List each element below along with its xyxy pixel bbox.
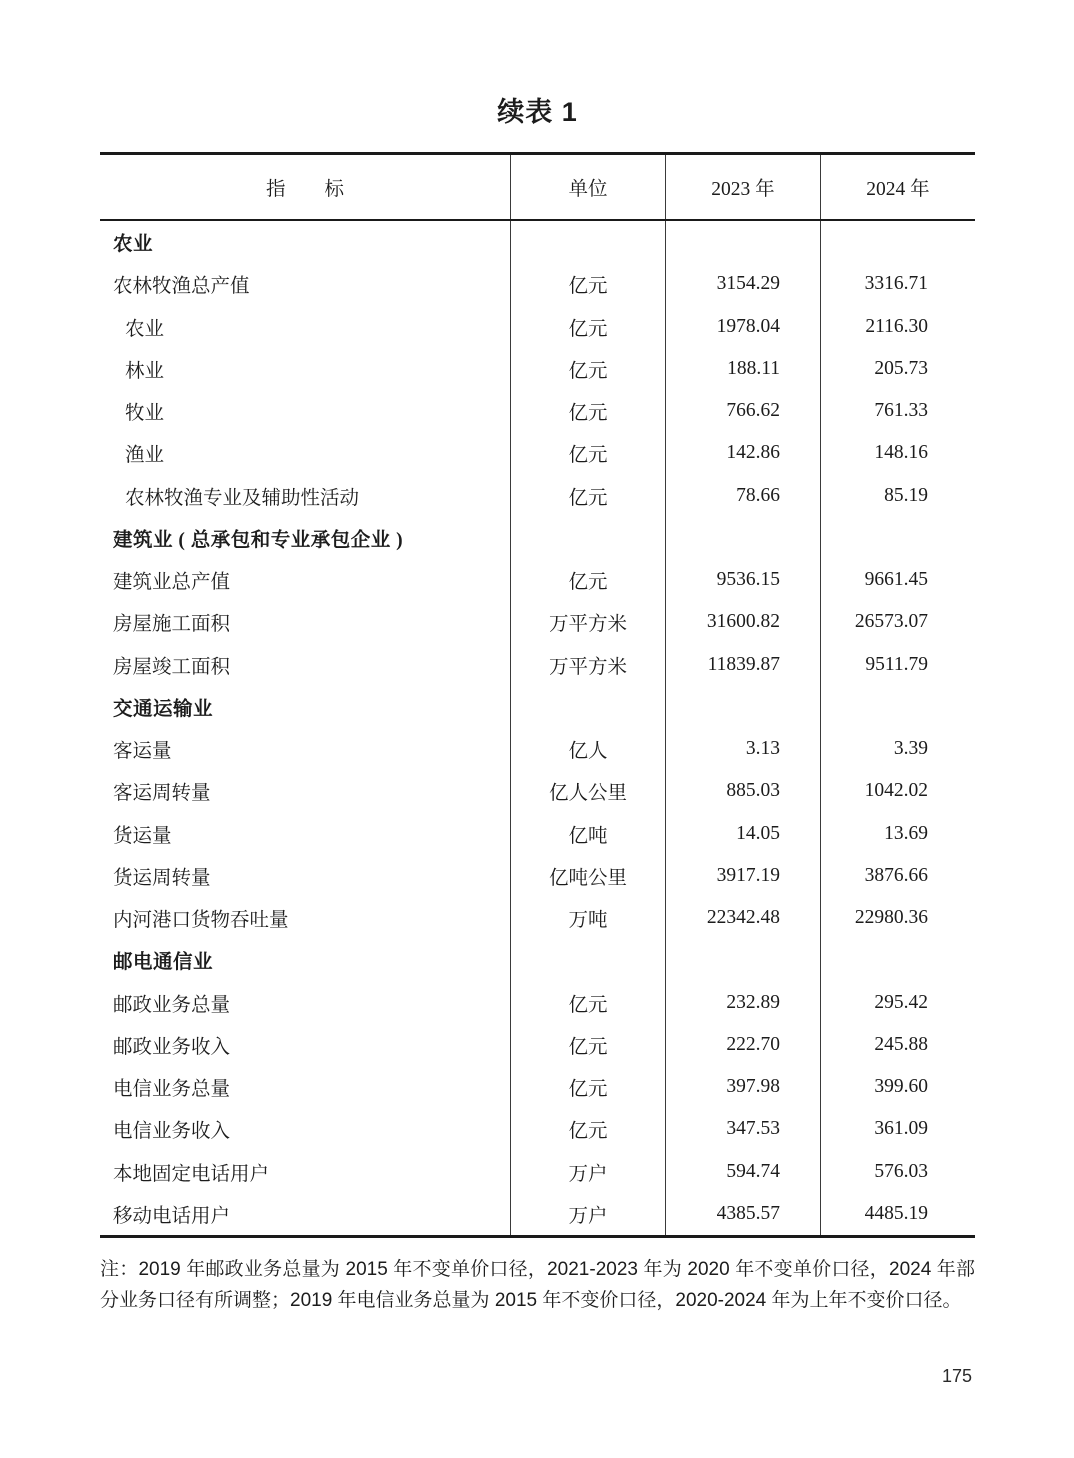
value-2024-cell: 1042.02 <box>820 770 975 812</box>
table-row <box>100 1066 975 1108</box>
value-2024-cell: 245.88 <box>820 1024 975 1066</box>
indicator-cell: 电信业务收入 <box>113 1121 231 1143</box>
value-2023-cell <box>665 939 820 981</box>
unit-cell <box>510 939 665 981</box>
unit-cell: 亿元 <box>510 559 665 601</box>
indicator-cell: 客运周转量 <box>113 783 211 805</box>
indicator-cell: 农林牧渔专业及辅助性活动 <box>125 487 360 509</box>
table-row <box>100 770 975 812</box>
table-row <box>100 559 975 601</box>
table-row <box>100 1108 975 1150</box>
indicator-cell: 牧业 <box>125 403 165 425</box>
table-row <box>100 982 975 1024</box>
table-row <box>100 728 975 770</box>
value-2024-cell: 576.03 <box>820 1151 975 1193</box>
table-row <box>100 1024 975 1066</box>
indicator-cell: 货运周转量 <box>113 867 211 889</box>
table-row <box>100 855 975 897</box>
table-row <box>100 644 975 686</box>
indicator-cell: 渔业 <box>125 445 165 467</box>
value-2024-cell: 3.39 <box>820 728 975 770</box>
table-row <box>100 475 975 517</box>
value-2024-cell <box>820 221 975 263</box>
indicator-cell: 邮电通信业 <box>113 952 214 974</box>
unit-cell: 亿吨 <box>510 813 665 855</box>
unit-cell: 亿元 <box>510 1066 665 1108</box>
unit-cell: 万平方米 <box>510 601 665 643</box>
value-2024-cell <box>820 517 975 559</box>
value-2023-cell: 4385.57 <box>665 1193 820 1235</box>
value-2024-cell: 761.33 <box>820 390 975 432</box>
value-2024-cell: 22980.36 <box>820 897 975 939</box>
value-2023-cell: 3.13 <box>665 728 820 770</box>
value-2024-cell: 13.69 <box>820 813 975 855</box>
value-2023-cell: 885.03 <box>665 770 820 812</box>
table-row <box>100 306 975 348</box>
indicator-cell: 移动电话用户 <box>113 1205 231 1227</box>
table-row <box>100 348 975 390</box>
value-2023-cell: 1978.04 <box>665 306 820 348</box>
section-row <box>100 517 975 559</box>
value-2024-cell <box>820 939 975 981</box>
value-2023-cell: 22342.48 <box>665 897 820 939</box>
unit-cell: 亿人公里 <box>510 770 665 812</box>
value-2023-cell: 766.62 <box>665 390 820 432</box>
unit-cell: 万平方米 <box>510 644 665 686</box>
table-row <box>100 813 975 855</box>
indicator-cell: 电信业务总量 <box>113 1079 231 1101</box>
indicator-cell: 货运量 <box>113 825 172 847</box>
unit-cell: 亿元 <box>510 348 665 390</box>
value-2023-cell: 594.74 <box>665 1151 820 1193</box>
unit-cell <box>510 686 665 728</box>
value-2023-cell: 188.11 <box>665 348 820 390</box>
unit-cell: 亿人 <box>510 728 665 770</box>
table-header-row <box>100 155 975 221</box>
table-row <box>100 897 975 939</box>
indicator-cell: 房屋竣工面积 <box>113 656 231 678</box>
value-2023-cell <box>665 686 820 728</box>
section-row <box>100 939 975 981</box>
value-2023-cell: 78.66 <box>665 475 820 517</box>
value-2023-cell: 397.98 <box>665 1066 820 1108</box>
value-2023-cell: 142.86 <box>665 432 820 474</box>
value-2024-cell: 9511.79 <box>820 644 975 686</box>
value-2023-cell <box>665 517 820 559</box>
unit-cell: 万户 <box>510 1193 665 1235</box>
header-indicator: 指 标 <box>265 179 344 200</box>
table-body <box>100 221 975 1235</box>
value-2024-cell: 4485.19 <box>820 1193 975 1235</box>
statistics-table <box>100 152 975 1238</box>
indicator-cell: 林业 <box>125 360 165 382</box>
value-2023-cell: 232.89 <box>665 982 820 1024</box>
value-2024-cell: 3876.66 <box>820 855 975 897</box>
value-2024-cell: 205.73 <box>820 348 975 390</box>
header-2023: 2023 年 <box>665 155 820 219</box>
value-2023-cell: 347.53 <box>665 1108 820 1150</box>
value-2023-cell: 9536.15 <box>665 559 820 601</box>
unit-cell: 亿吨公里 <box>510 855 665 897</box>
indicator-cell: 农林牧渔总产值 <box>113 276 250 298</box>
value-2023-cell: 222.70 <box>665 1024 820 1066</box>
indicator-cell: 交通运输业 <box>113 698 214 720</box>
indicator-cell: 建筑业总产值 <box>113 572 231 594</box>
unit-cell: 亿元 <box>510 432 665 474</box>
table-row <box>100 432 975 474</box>
table-row <box>100 390 975 432</box>
page-number: 175 <box>941 1366 972 1386</box>
value-2023-cell: 3917.19 <box>665 855 820 897</box>
unit-cell: 万吨 <box>510 897 665 939</box>
value-2024-cell: 85.19 <box>820 475 975 517</box>
value-2024-cell: 3316.71 <box>820 263 975 305</box>
value-2024-cell: 2116.30 <box>820 306 975 348</box>
table-row <box>100 1151 975 1193</box>
page-title: 续表 1 <box>497 97 578 127</box>
value-2023-cell <box>665 221 820 263</box>
page-content <box>100 0 975 1316</box>
header-2024: 2024 年 <box>820 155 975 219</box>
section-row <box>100 221 975 263</box>
value-2024-cell: 148.16 <box>820 432 975 474</box>
indicator-cell: 农业 <box>125 318 165 340</box>
unit-cell: 亿元 <box>510 306 665 348</box>
indicator-cell: 本地固定电话用户 <box>113 1163 270 1185</box>
footnote: 注：2019 年邮政业务总量为 2015 年不变单价口径，2021-2023 年为 2020 年不变单价口径，2024 年部分业务口径有所调整；2019 年电信业务总量为 2015 年不变价口径，2020-2024 年为上年不变价口径。 <box>100 1259 975 1311</box>
value-2023-cell: 31600.82 <box>665 601 820 643</box>
unit-cell: 亿元 <box>510 982 665 1024</box>
unit-cell: 亿元 <box>510 263 665 305</box>
header-unit: 单位 <box>510 155 665 219</box>
value-2024-cell: 26573.07 <box>820 601 975 643</box>
indicator-cell: 邮政业务收入 <box>113 1036 231 1058</box>
unit-cell: 万户 <box>510 1151 665 1193</box>
table-row <box>100 263 975 305</box>
unit-cell <box>510 517 665 559</box>
value-2024-cell: 399.60 <box>820 1066 975 1108</box>
value-2023-cell: 3154.29 <box>665 263 820 305</box>
table-row <box>100 1193 975 1235</box>
indicator-cell: 客运量 <box>113 741 172 763</box>
value-2024-cell: 295.42 <box>820 982 975 1024</box>
value-2024-cell: 9661.45 <box>820 559 975 601</box>
indicator-cell: 建筑业 ( 总承包和专业承包企业 ) <box>113 529 404 551</box>
table-row <box>100 601 975 643</box>
unit-cell: 亿元 <box>510 1108 665 1150</box>
indicator-cell: 内河港口货物吞吐量 <box>113 910 289 932</box>
indicator-cell: 农业 <box>113 234 154 256</box>
section-row <box>100 686 975 728</box>
value-2024-cell <box>820 686 975 728</box>
unit-cell <box>510 221 665 263</box>
value-2023-cell: 11839.87 <box>665 644 820 686</box>
value-2024-cell: 361.09 <box>820 1108 975 1150</box>
indicator-cell: 邮政业务总量 <box>113 994 231 1016</box>
unit-cell: 亿元 <box>510 390 665 432</box>
unit-cell: 亿元 <box>510 475 665 517</box>
indicator-cell: 房屋施工面积 <box>113 614 231 636</box>
value-2023-cell: 14.05 <box>665 813 820 855</box>
unit-cell: 亿元 <box>510 1024 665 1066</box>
